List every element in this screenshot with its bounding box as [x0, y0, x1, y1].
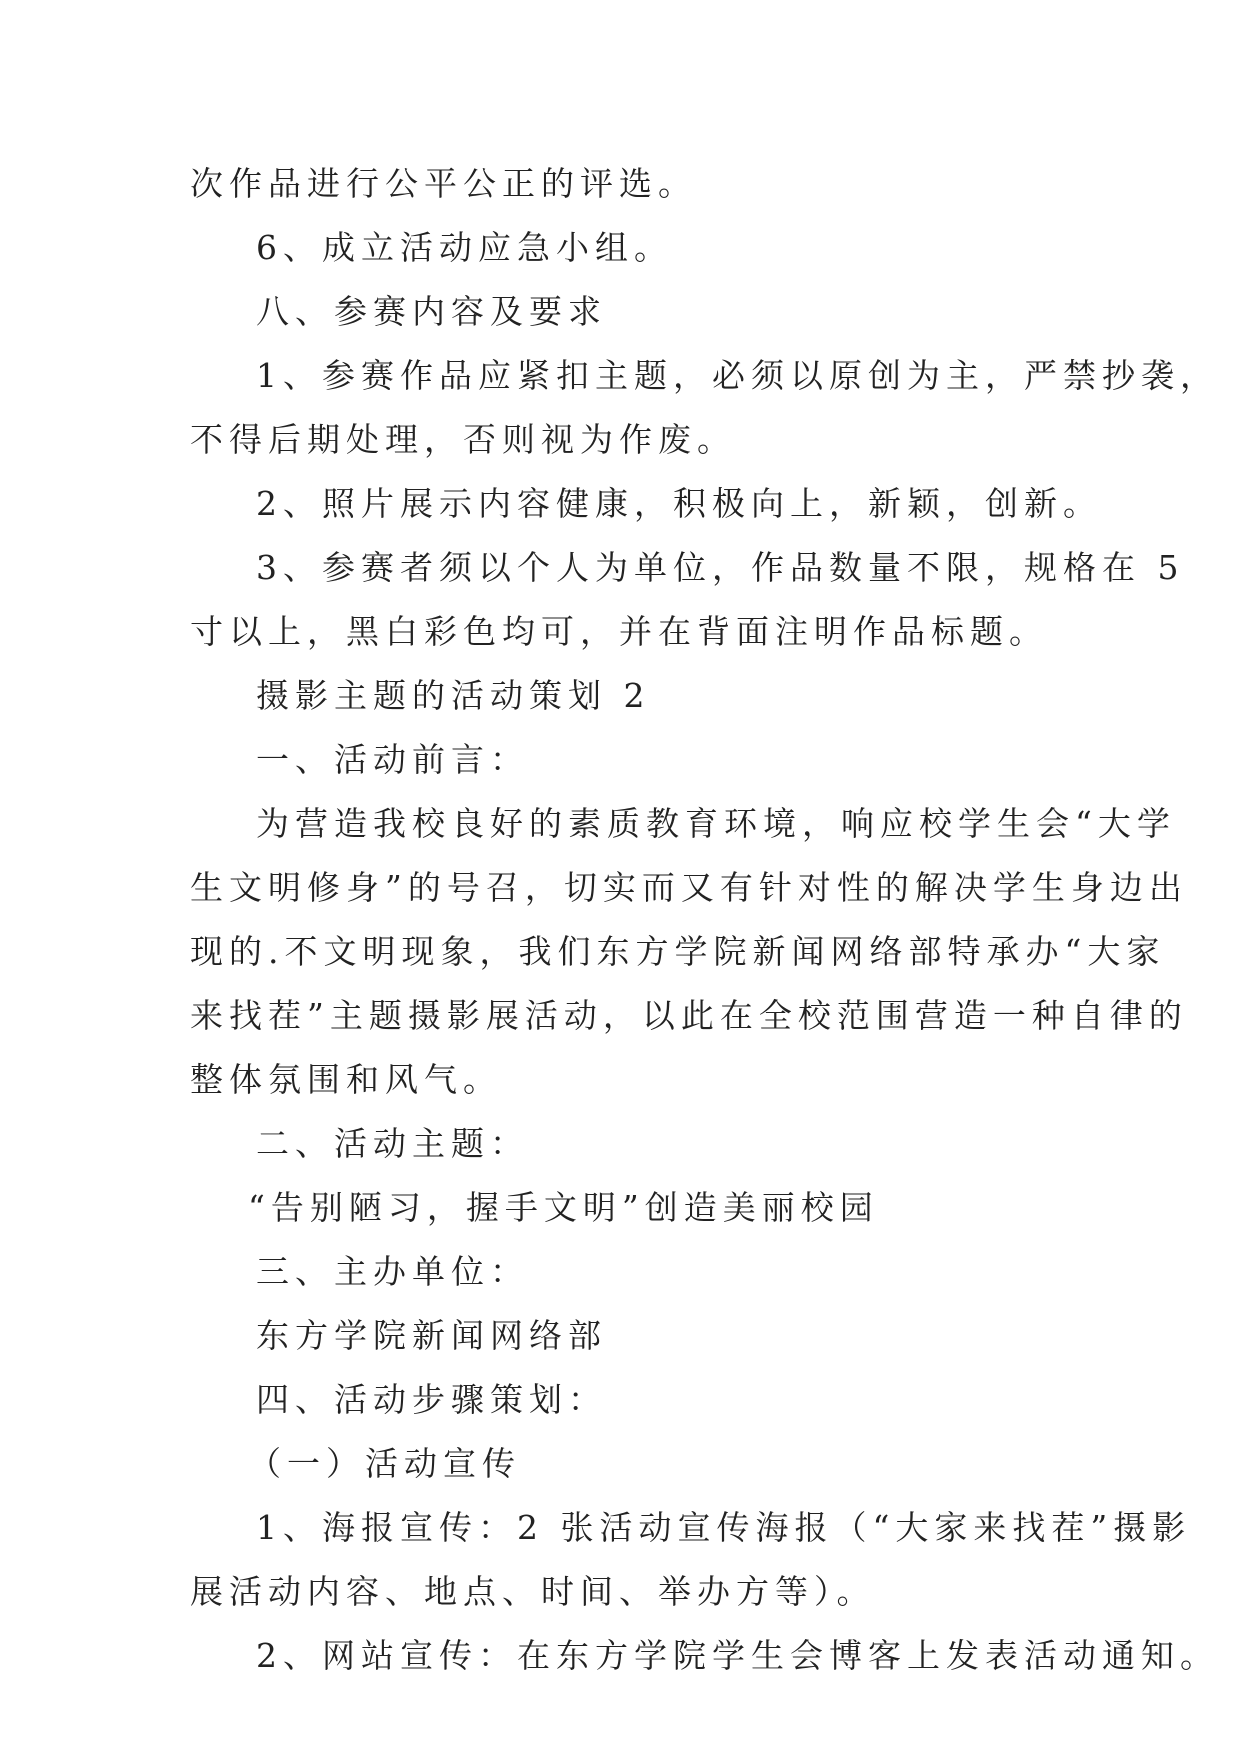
paragraph-line: 生文明修身”的号召，切实而又有针对性的解决学生身边出: [190, 868, 1188, 907]
paragraph-line: 次作品进行公平公正的评选。: [190, 164, 697, 203]
list-item: 1、海报宣传：2 张活动宣传海报（“大家来找茬”摄影: [256, 1508, 1192, 1547]
list-item: 1、参赛作品应紧扣主题，必须以原创为主，严禁抄袭，: [256, 356, 1219, 395]
paragraph-line: 东方学院新闻网络部: [256, 1316, 607, 1355]
paragraph-line: 整体氛围和风气。: [190, 1060, 502, 1099]
section-heading: 一、活动前言：: [256, 740, 529, 779]
document-body: [190, 152, 1219, 1688]
list-item: 3、参赛者须以个人为单位，作品数量不限，规格在 5: [256, 548, 1185, 587]
section-heading: 八、参赛内容及要求: [256, 292, 607, 331]
paragraph-line: 为营造我校良好的素质教育环境，响应校学生会“大学: [256, 804, 1176, 843]
paragraph-line: “告别陋习，握手文明”创造美丽校园: [248, 1188, 879, 1227]
list-item: 2、照片展示内容健康，积极向上，新颖，创新。: [256, 484, 1102, 523]
list-item: 6、成立活动应急小组。: [256, 228, 673, 267]
paragraph-line: 来找茬”主题摄影展活动，以此在全校范围营造一种自律的: [190, 996, 1188, 1035]
paragraph-line: 展活动内容、地点、时间、举办方等）。: [190, 1572, 876, 1611]
paragraph-line: 不得后期处理，否则视为作废。: [190, 420, 736, 459]
section-heading: 四、活动步骤策划：: [256, 1380, 607, 1419]
section-heading: 三、主办单位：: [256, 1252, 529, 1291]
paragraph-line: 现的.不文明现象，我们东方学院新闻网络部特承办“大家: [190, 932, 1166, 971]
section-heading: 二、活动主题：: [256, 1124, 529, 1163]
paragraph-line: 寸以上，黑白彩色均可，并在背面注明作品标题。: [190, 612, 1048, 651]
document-subtitle: 摄影主题的活动策划 2: [256, 676, 651, 715]
list-item: 2、网站宣传：在东方学院学生会博客上发表活动通知。: [256, 1636, 1219, 1675]
subsection-heading: （一）活动宣传: [248, 1444, 521, 1483]
